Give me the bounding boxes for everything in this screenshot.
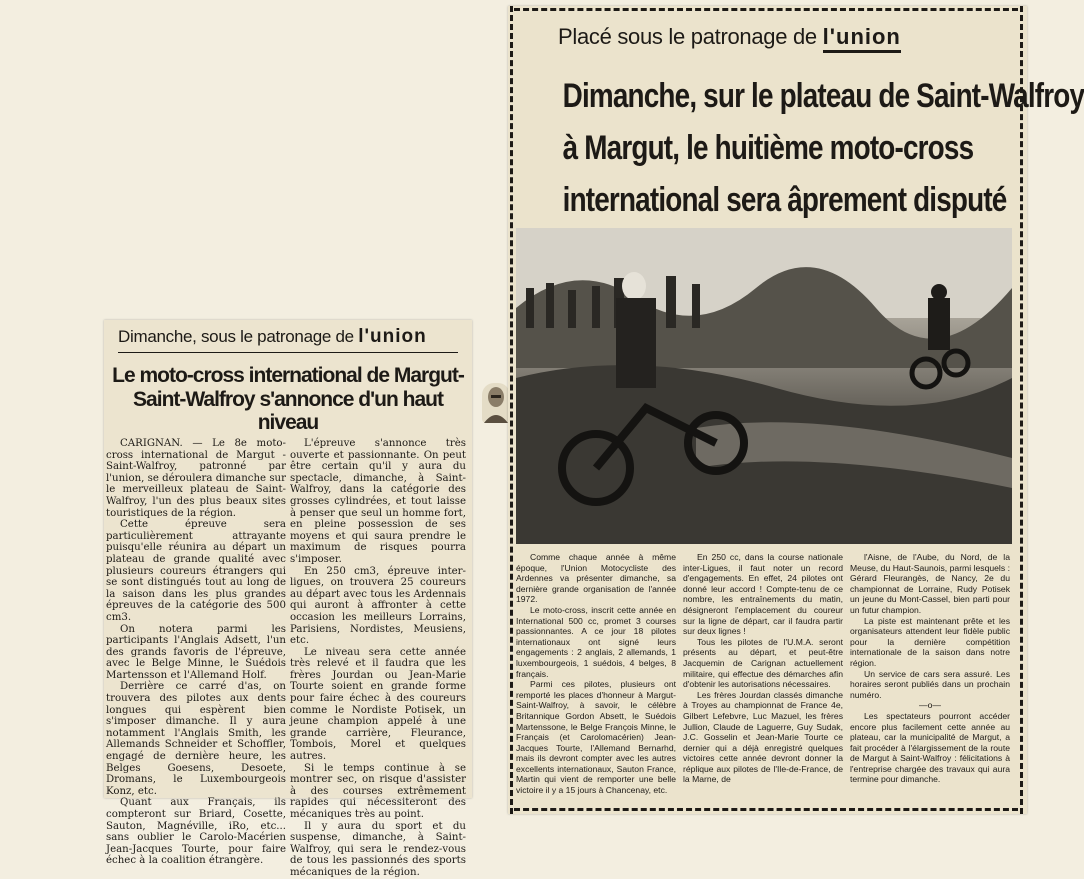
left-clipping	[104, 320, 472, 878]
portrait-stamp	[482, 383, 510, 423]
left-headline	[108, 364, 468, 435]
right-column-1	[516, 552, 676, 796]
right-headline-line-3: international sera âprement disputé	[562, 181, 1007, 219]
right-col1-paragraph: Le moto-cross, inscrit cette année en International 500 cc, promet 3 courses passionnantes. A ce jour 18 pilotes internationaux ont signé leurs engagements : 2 anglais, 2 allemands, 1 luxembourgeois, 1 suédois, 4 belges, 8 français.	[516, 604, 676, 679]
left-col2-paragraph: Il y aura du sport et du suspense, dimanche, à Saint-Walfroy, qui sera le rendez-vous de tous les passionnés des sports mécaniques de la région.	[290, 820, 466, 878]
right-dashed-border	[1020, 6, 1023, 814]
left-col1-paragraph: Derrière ce carré d'as, on trouvera des pilotes aux dents longues qui espèrent bien s'imposer dimanche. Il y aura notamment l'Anglais Smith, les Allemands Schneider et Schoffler, engagé de dernière heure, les Belges Goesens, Desoete, Dromans, le Luxembourgeois Konz, etc.	[106, 681, 286, 797]
right-col3-separator: —o—	[919, 700, 941, 711]
motocross-photo	[516, 228, 1012, 544]
left-kicker-text: Dimanche, sous le patronage de	[118, 327, 354, 346]
right-col1-paragraph: Parmi ces pilotes, plusieurs ont remporté les places d'honneur à Margut-Saint-Walfroy, à savoir, le célèbre Britannique Gordon Absett, le Suédois Martenssone, le Belge François Minne, le Français (et Carolomacérien) Jean-Jacques Tourte, l'Allemand Bernarhd, mais ils devront compter avec les autres excellents internationaux, Sauton France, Martin qui vient de remporter une belle victoire il y a 15 jours à Chancenay, etc.	[516, 679, 676, 796]
portrait-icon	[482, 383, 510, 423]
right-col1-paragraph: Comme chaque année à même époque, l'Union Motocycliste des Ardennes va présenter dimanche, sa dernière grande organisation de l'année 1972.	[516, 552, 676, 605]
left-headline-line-1: Le moto-cross international de Margut-	[112, 364, 464, 387]
left-col2-paragraph: Si le temps continue à se montrer sec, on risque d'assister à des courses extrêmement rapides qui nécessiteront des mécaniques très au point.	[290, 762, 466, 820]
right-col3-paragraph: Les spectateurs pourront accéder encore plus facilement cette année au plateau, car la municipalité de Margut, a fait procéder à l'élargissement de la route de Margut à Saint-Walfroy : félicitations à l'entreprise chargée des travaux qui aura termine pour dimanche.	[850, 710, 1010, 785]
left-col2-paragraph: En 250 cm3, épreuve inter-ligues, on trouvera 25 coureurs au départ avec tous les Ardennais qui auront à affronter à cette occasion les meilleurs Lorrains, Parisiens, Nordistes, Meusiens, etc.	[290, 565, 466, 647]
right-column-3	[850, 552, 1010, 785]
left-column-2	[290, 438, 466, 879]
right-col2-paragraph: Les frères Jourdan classés dimanche à Troyes au championnat de France 4e, Gilbert Lefebvre, Luc Mazuel, les frères Jullion, Claude de Laguerre, Guy Sudak, J.C. Gosselin et Jean-Marie Tourte ce dernier qui a déjà enregistré quelques victoires cette année devront donner la réplique aux pilotes de l'Ile-de-France, de la Marne, de	[683, 689, 843, 785]
right-col3-paragraph: La piste est maintenant prête et les organisateurs attendent leur fidèle public pour la dernière compétition internationale de la saison dans notre région.	[850, 615, 1010, 668]
right-column-2	[683, 552, 843, 785]
right-headline-line-2: à Margut, le huitième moto-cross	[562, 129, 974, 167]
left-kicker	[118, 326, 458, 353]
left-col1-paragraph: On notera parmi les participants l'Anglais Adsett, l'un des grands favoris de l'épreuve, avec le Belge Minne, le Suédois Martensson et l'Allemand Holf.	[106, 623, 286, 681]
right-kicker-text: Placé sous le patronage de	[558, 24, 817, 49]
union-logo: l'union	[823, 24, 901, 53]
left-headline-line-2: Saint-Walfroy s'annonce d'un haut niveau	[133, 387, 443, 435]
left-col1-paragraph: CARIGNAN. — Le 8e moto-cross international de Margut - Saint-Walfroy, patronné par l'union, se déroulera dimanche sur le merveilleux plateau de Saint-Walfroy, l'un des plus beaux sites touristiques de la région.	[106, 438, 286, 519]
right-col3-paragraph: l'Aisne, de l'Aube, du Nord, de la Meuse, du Haut-Saunois, parmi lesquels : Gérard Fleurangès, de Nancy, 2e du championnat de Lorraine, Rudy Potisek un jeune du Mont-Cassel, bien parti pour un futur champion.	[850, 552, 1010, 615]
right-headline	[562, 70, 1084, 226]
race-photo	[516, 228, 1012, 544]
left-column-1	[106, 438, 286, 867]
right-clipping	[508, 6, 1084, 814]
top-dashed-border	[514, 8, 1018, 11]
left-dashed-border	[510, 6, 513, 814]
right-headline-line-1: Dimanche, sur le plateau de Saint-Walfroy	[562, 77, 1084, 115]
right-kicker	[558, 24, 998, 53]
union-logo: l'union	[358, 326, 427, 347]
bottom-dashed-border	[514, 808, 1018, 811]
right-col2-paragraph: En 250 cc, dans la course nationale inter-Ligues, il faut noter un record d'engagements. En effet, 24 pilotes ont donné leur accord ! Compte-tenu de ce nombre, les entraînements du matin, désigneront l'emplacement du coureur sur la ligne de départ, car il faudra partir sur deux lignes !	[683, 552, 843, 637]
left-col2-paragraph: L'épreuve s'annonce très ouverte et passionnante. On peut être certain qu'il y aura du spectacle, dimanche, à Saint-Walfroy, dans la catégorie des grosses cylindrées, et tout laisse à penser que seul un homme fort, en pleine possession de ses moyens et qui saura prendre le maximum de risques pourra s'imposer.	[290, 438, 466, 565]
left-col1-paragraph: Quant aux Français, ils compteront sur Briard, Cosette, Sauton, Magnéville, iRo, etc... sans oublier le Carolo-Macérien Jean-Jacques Tourte, pour faire échec à la coalition étrangère.	[106, 797, 286, 867]
left-col2-paragraph: Le niveau sera cette année très relevé et il faudra que les frères Jourdan ou Jean-Marie Tourte soient en grande forme pour faire échec à des coureurs comme le Nordiste Potisek, un jeune champion appelé à une grande carrière, Fleurance, Tombois, Morel et quelques autres.	[290, 646, 466, 763]
left-col1-paragraph: Cette épreuve sera particulièrement attrayante puisqu'elle réunira au départ un plateau de grande qualité avec plusieurs coureurs étrangers qui se sont distingués tout au long de la saison dans les plus grandes épreuves de la catégorie des 500 cm3.	[106, 519, 286, 623]
right-col3-paragraph: Un service de cars sera assuré. Les horaires seront publiés dans un prochain numéro.	[850, 668, 1010, 700]
right-col2-paragraph: Tous les pilotes de l'U.M.A. seront présents au départ, et peut-être Jacquemin de Carignan actuellement militaire, qui effectue des démarches afin d'obtenir les autorisations nécessaires.	[683, 636, 843, 690]
